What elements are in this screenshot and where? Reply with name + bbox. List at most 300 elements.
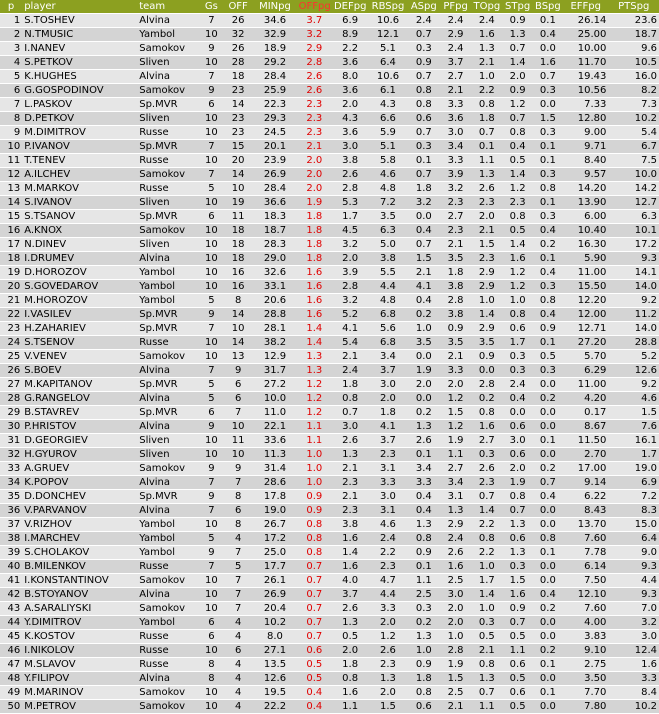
cell-effpg: 7.78 (563, 546, 608, 560)
cell-gs: 6 (200, 616, 223, 630)
header-bspg[interactable]: BSpg (533, 0, 563, 14)
cell-ptspg: 1.6 (608, 658, 659, 672)
cell-rbspg: 5.6 (368, 322, 407, 336)
cell-offpg: 1.2 (297, 392, 332, 406)
cell-team[interactable]: Samokov (137, 42, 200, 56)
cell-aspg: 0.2 (408, 406, 440, 420)
cell-gs: 10 (200, 574, 223, 588)
cell-off: 23 (223, 112, 253, 126)
cell-pfpg: 3.2 (440, 182, 471, 196)
cell-minpg: 36.6 (253, 196, 296, 210)
cell-team[interactable]: Samokov (137, 602, 200, 616)
cell-offpg: 2.1 (297, 140, 332, 154)
cell-topg: 1.0 (471, 70, 502, 84)
cell-gs: 10 (200, 28, 223, 42)
cell-player[interactable]: B.STOYANOV (22, 588, 137, 602)
cell-effpg: 8.67 (563, 420, 608, 434)
cell-team[interactable]: Sp.MVR (137, 322, 200, 336)
cell-player[interactable]: K.POPOV (22, 476, 137, 490)
cell-team[interactable]: Yambol (137, 616, 200, 630)
header-rbspg[interactable]: RBSpg (368, 0, 407, 14)
cell-offpg: 2.0 (297, 182, 332, 196)
header-aspg[interactable]: ASpg (408, 0, 440, 14)
cell-rank: 38 (0, 532, 22, 546)
cell-effpg: 9.57 (563, 168, 608, 182)
cell-pfpg: 1.9 (440, 658, 471, 672)
cell-off: 20 (223, 154, 253, 168)
header-team[interactable]: team (137, 0, 200, 14)
cell-player[interactable]: A.ILCHEV (22, 168, 137, 182)
table-row (0, 14, 659, 28)
cell-stpg: 2.0 (502, 70, 532, 84)
cell-offpg: 2.3 (297, 126, 332, 140)
cell-topg: 2.1 (471, 224, 502, 238)
cell-player[interactable]: M.PETROV (22, 700, 137, 714)
table-row (0, 154, 659, 168)
cell-topg: 2.2 (471, 546, 502, 560)
cell-pfpg: 1.2 (440, 420, 471, 434)
cell-topg: 0.3 (471, 448, 502, 462)
cell-player[interactable]: M.KAPITANOV (22, 378, 137, 392)
cell-team[interactable]: Sp.MVR (137, 490, 200, 504)
cell-rbspg: 1.5 (368, 700, 407, 714)
cell-player[interactable]: T.TENEV (22, 154, 137, 168)
cell-team[interactable]: Yambol (137, 280, 200, 294)
cell-team[interactable]: Sp.MVR (137, 406, 200, 420)
cell-team[interactable]: Sliven (137, 196, 200, 210)
cell-offpg: 1.4 (297, 336, 332, 350)
cell-ptspg: 9.0 (608, 546, 659, 560)
cell-effpg: 5.90 (563, 252, 608, 266)
cell-defpg: 4.5 (332, 224, 368, 238)
cell-effpg: 7.33 (563, 98, 608, 112)
cell-pfpg: 2.1 (440, 350, 471, 364)
cell-off: 4 (223, 672, 253, 686)
cell-offpg: 1.6 (297, 266, 332, 280)
cell-team[interactable]: Alvina (137, 252, 200, 266)
cell-rbspg: 2.0 (368, 392, 407, 406)
cell-aspg: 2.6 (408, 434, 440, 448)
cell-player[interactable]: A.SARALIYSKI (22, 602, 137, 616)
cell-rbspg: 6.1 (368, 84, 407, 98)
cell-player[interactable]: I.MARCHEV (22, 532, 137, 546)
cell-gs: 7 (200, 504, 223, 518)
cell-ptspg: 8.3 (608, 504, 659, 518)
cell-team[interactable]: Russe (137, 658, 200, 672)
cell-bspg: 0.5 (533, 350, 563, 364)
cell-team[interactable]: Alvina (137, 588, 200, 602)
cell-player[interactable]: I.NIKOLOV (22, 644, 137, 658)
cell-team[interactable]: Sp.MVR (137, 210, 200, 224)
cell-rank: 13 (0, 182, 22, 196)
cell-rbspg: 5.8 (368, 154, 407, 168)
cell-player[interactable]: D.PETKOV (22, 112, 137, 126)
cell-aspg: 0.8 (408, 686, 440, 700)
cell-ptspg: 9.3 (608, 588, 659, 602)
cell-offpg: 1.8 (297, 210, 332, 224)
cell-aspg: 0.1 (408, 154, 440, 168)
cell-gs: 9 (200, 420, 223, 434)
cell-topg: 2.3 (471, 476, 502, 490)
cell-team[interactable]: Sp.MVR (137, 378, 200, 392)
cell-team[interactable]: Alvina (137, 504, 200, 518)
cell-team[interactable]: Samokov (137, 462, 200, 476)
cell-player[interactable]: M.HOROZOV (22, 294, 137, 308)
cell-ptspg: 14.0 (608, 280, 659, 294)
header-gs[interactable]: Gs (200, 0, 223, 14)
cell-gs: 5 (200, 294, 223, 308)
cell-off: 10 (223, 448, 253, 462)
cell-gs: 7 (200, 560, 223, 574)
cell-team[interactable]: Sp.MVR (137, 308, 200, 322)
cell-minpg: 11.3 (253, 448, 296, 462)
cell-defpg: 1.6 (332, 686, 368, 700)
cell-stpg: 0.7 (502, 616, 532, 630)
cell-team[interactable]: Alvina (137, 364, 200, 378)
cell-player[interactable]: M.MARINOV (22, 686, 137, 700)
cell-defpg: 0.7 (332, 406, 368, 420)
cell-team[interactable]: Sliven (137, 448, 200, 462)
cell-rank: 7 (0, 98, 22, 112)
cell-team[interactable]: Samokov (137, 350, 200, 364)
cell-ptspg: 7.3 (608, 98, 659, 112)
cell-player[interactable]: K.KOSTOV (22, 630, 137, 644)
cell-rank: 35 (0, 490, 22, 504)
cell-player[interactable]: I.NANEV (22, 42, 137, 56)
cell-player[interactable]: S.CHOLAKOV (22, 546, 137, 560)
cell-rank: 8 (0, 112, 22, 126)
header-rank[interactable]: p (0, 0, 22, 14)
cell-bspg: 0.4 (533, 308, 563, 322)
cell-offpg: 1.3 (297, 364, 332, 378)
cell-player[interactable]: S.TOSHEV (22, 14, 137, 28)
cell-pfpg: 0.9 (440, 322, 471, 336)
cell-stpg: 0.3 (502, 560, 532, 574)
cell-stpg: 0.8 (502, 126, 532, 140)
cell-ptspg: 10.2 (608, 700, 659, 714)
cell-team[interactable]: Sliven (137, 56, 200, 70)
cell-player[interactable]: V.RIZHOV (22, 518, 137, 532)
cell-team[interactable]: Russe (137, 182, 200, 196)
cell-stpg: 1.3 (502, 546, 532, 560)
header-topg[interactable]: TOpg (471, 0, 502, 14)
cell-rbspg: 2.0 (368, 616, 407, 630)
cell-rank: 16 (0, 224, 22, 238)
cell-stpg: 0.6 (502, 658, 532, 672)
cell-team[interactable]: Russe (137, 336, 200, 350)
cell-team[interactable]: Alvina (137, 14, 200, 28)
table-row (0, 224, 659, 238)
cell-off: 18 (223, 70, 253, 84)
cell-stpg: 0.9 (502, 602, 532, 616)
cell-team[interactable]: Yambol (137, 518, 200, 532)
cell-player[interactable]: M.MARKOV (22, 182, 137, 196)
cell-team[interactable]: Sliven (137, 112, 200, 126)
cell-rank: 27 (0, 378, 22, 392)
table-row (0, 322, 659, 336)
cell-pfpg: 2.6 (440, 546, 471, 560)
cell-ptspg: 6.4 (608, 532, 659, 546)
cell-player[interactable]: S.GOVEDAROV (22, 280, 137, 294)
cell-stpg: 0.8 (502, 210, 532, 224)
cell-minpg: 20.1 (253, 140, 296, 154)
cell-team[interactable]: Samokov (137, 574, 200, 588)
cell-team[interactable]: Russe (137, 630, 200, 644)
cell-offpg: 0.9 (297, 504, 332, 518)
cell-player[interactable]: S.BOEV (22, 364, 137, 378)
cell-team[interactable]: Samokov (137, 700, 200, 714)
cell-topg: 2.9 (471, 280, 502, 294)
cell-aspg: 0.4 (408, 504, 440, 518)
table-row (0, 84, 659, 98)
cell-player[interactable]: L.PASKOV (22, 98, 137, 112)
cell-team[interactable]: Samokov (137, 224, 200, 238)
table-row (0, 504, 659, 518)
cell-player[interactable]: P.IVANOV (22, 140, 137, 154)
cell-player[interactable]: V.PARVANOV (22, 504, 137, 518)
cell-bspg: 0.3 (533, 364, 563, 378)
cell-team[interactable]: Sliven (137, 238, 200, 252)
table-row (0, 476, 659, 490)
cell-defpg: 2.3 (332, 476, 368, 490)
table-row (0, 168, 659, 182)
cell-topg: 2.2 (471, 518, 502, 532)
table-row (0, 448, 659, 462)
cell-player[interactable]: S.TSANOV (22, 210, 137, 224)
cell-off: 4 (223, 630, 253, 644)
cell-player[interactable]: K.HUGHES (22, 70, 137, 84)
cell-off: 15 (223, 140, 253, 154)
cell-defpg: 1.3 (332, 448, 368, 462)
cell-pfpg: 2.4 (440, 532, 471, 546)
cell-rank: 39 (0, 546, 22, 560)
cell-ptspg: 12.7 (608, 196, 659, 210)
cell-off: 14 (223, 168, 253, 182)
cell-rbspg: 5.0 (368, 238, 407, 252)
cell-rank: 4 (0, 56, 22, 70)
cell-rbspg: 3.1 (368, 462, 407, 476)
cell-player[interactable]: N.DINEV (22, 238, 137, 252)
cell-gs: 10 (200, 448, 223, 462)
cell-team[interactable]: Sp.MVR (137, 140, 200, 154)
cell-player[interactable]: H.ZAHARIEV (22, 322, 137, 336)
cell-team[interactable]: Russe (137, 154, 200, 168)
cell-offpg: 2.9 (297, 42, 332, 56)
cell-player[interactable]: S.PETKOV (22, 56, 137, 70)
cell-offpg: 1.0 (297, 448, 332, 462)
cell-rbspg: 3.7 (368, 434, 407, 448)
cell-minpg: 28.4 (253, 70, 296, 84)
cell-topg: 1.0 (471, 602, 502, 616)
cell-player[interactable]: H.GYUROV (22, 448, 137, 462)
cell-rbspg: 1.3 (368, 672, 407, 686)
cell-ptspg: 7.6 (608, 420, 659, 434)
cell-topg: 2.3 (471, 252, 502, 266)
cell-team[interactable]: Alvina (137, 392, 200, 406)
cell-topg: 2.0 (471, 210, 502, 224)
header-player[interactable]: player (22, 0, 137, 14)
cell-ptspg: 10.0 (608, 168, 659, 182)
cell-defpg: 3.7 (332, 588, 368, 602)
header-minpg[interactable]: MINpg (253, 0, 296, 14)
cell-player[interactable]: Y.DIMITROV (22, 616, 137, 630)
cell-player[interactable]: I.DRUMEV (22, 252, 137, 266)
cell-ptspg: 7.0 (608, 602, 659, 616)
cell-aspg: 2.0 (408, 378, 440, 392)
cell-player[interactable]: A.KNOX (22, 224, 137, 238)
cell-aspg: 1.8 (408, 182, 440, 196)
cell-topg: 1.4 (471, 504, 502, 518)
cell-player[interactable]: D.GEORGIEV (22, 434, 137, 448)
cell-team[interactable]: Samokov (137, 686, 200, 700)
cell-pfpg: 2.3 (440, 224, 471, 238)
cell-defpg: 5.4 (332, 336, 368, 350)
cell-team[interactable]: Alvina (137, 70, 200, 84)
cell-topg: 2.1 (471, 56, 502, 70)
cell-player[interactable]: V.VENEV (22, 350, 137, 364)
cell-off: 23 (223, 126, 253, 140)
cell-gs: 10 (200, 644, 223, 658)
cell-team[interactable]: Yambol (137, 28, 200, 42)
cell-offpg: 0.7 (297, 630, 332, 644)
cell-rank: 21 (0, 294, 22, 308)
cell-rank: 31 (0, 434, 22, 448)
cell-topg: 1.3 (471, 672, 502, 686)
table-row (0, 420, 659, 434)
cell-pfpg: 2.4 (440, 14, 471, 28)
cell-rank: 12 (0, 168, 22, 182)
header-effpg[interactable]: EFFpg (563, 0, 608, 14)
cell-stpg: 1.3 (502, 518, 532, 532)
cell-pfpg: 3.8 (440, 308, 471, 322)
cell-rbspg: 6.8 (368, 308, 407, 322)
cell-team[interactable]: Samokov (137, 168, 200, 182)
cell-team[interactable]: Alvina (137, 672, 200, 686)
table-row (0, 630, 659, 644)
cell-minpg: 20.6 (253, 294, 296, 308)
header-offpg[interactable]: OFFpg (298, 1, 331, 12)
cell-bspg: 0.1 (533, 686, 563, 700)
cell-gs: 10 (200, 280, 223, 294)
cell-pfpg: 3.3 (440, 98, 471, 112)
header-off[interactable]: OFF (223, 0, 253, 14)
cell-team[interactable]: Sp.MVR (137, 98, 200, 112)
cell-bspg: 0.4 (533, 266, 563, 280)
cell-team[interactable]: Samokov (137, 84, 200, 98)
cell-player[interactable]: S.TSENOV (22, 336, 137, 350)
header-stpg[interactable]: STpg (502, 0, 532, 14)
cell-defpg: 2.6 (332, 168, 368, 182)
cell-team[interactable]: Yambol (137, 546, 200, 560)
cell-gs: 7 (200, 140, 223, 154)
cell-aspg: 1.0 (408, 644, 440, 658)
cell-ptspg: 9.6 (608, 42, 659, 56)
cell-player[interactable]: B.STAVREV (22, 406, 137, 420)
cell-aspg: 0.0 (408, 350, 440, 364)
cell-defpg: 3.0 (332, 140, 368, 154)
cell-player[interactable]: G.GOSPODINOV (22, 84, 137, 98)
cell-player[interactable]: Y.FILIPOV (22, 672, 137, 686)
cell-player[interactable]: A.GRUEV (22, 462, 137, 476)
cell-bspg: 0.0 (533, 700, 563, 714)
cell-minpg: 28.1 (253, 322, 296, 336)
cell-aspg: 0.9 (408, 546, 440, 560)
cell-minpg: 28.3 (253, 238, 296, 252)
cell-team[interactable]: Yambol (137, 532, 200, 546)
cell-player[interactable]: I.KONSTANTINOV (22, 574, 137, 588)
cell-rbspg: 10.6 (368, 14, 407, 28)
cell-stpg: 0.4 (502, 140, 532, 154)
cell-defpg: 2.6 (332, 434, 368, 448)
cell-player[interactable]: G.RANGELOV (22, 392, 137, 406)
cell-aspg: 0.2 (408, 616, 440, 630)
header-ptspg[interactable]: PTSpg (608, 0, 659, 14)
cell-bspg: 0.8 (533, 532, 563, 546)
cell-effpg: 6.14 (563, 560, 608, 574)
cell-player[interactable]: B.MILENKOV (22, 560, 137, 574)
table-body (0, 14, 659, 714)
cell-player[interactable]: M.DIMITROV (22, 126, 137, 140)
cell-player[interactable]: D.DONCHEV (22, 490, 137, 504)
cell-topg: 1.3 (471, 168, 502, 182)
cell-rbspg: 2.6 (368, 644, 407, 658)
cell-team[interactable]: Alvina (137, 476, 200, 490)
cell-team[interactable]: Sliven (137, 434, 200, 448)
cell-team[interactable]: Yambol (137, 294, 200, 308)
cell-offpg: 0.7 (297, 602, 332, 616)
cell-offpg: 0.7 (297, 560, 332, 574)
table-row (0, 28, 659, 42)
cell-player[interactable]: N.TMUSIC (22, 28, 137, 42)
cell-team[interactable]: Russe (137, 126, 200, 140)
cell-topg: 1.0 (471, 294, 502, 308)
cell-pfpg: 2.4 (440, 42, 471, 56)
header-pfpg[interactable]: PFpg (440, 0, 471, 14)
cell-bspg: 0.4 (533, 490, 563, 504)
cell-pfpg: 3.9 (440, 168, 471, 182)
cell-offpg: 1.0 (297, 476, 332, 490)
cell-pfpg: 3.4 (440, 140, 471, 154)
cell-player[interactable]: S.IVANOV (22, 196, 137, 210)
cell-player[interactable]: I.VASILEV (22, 308, 137, 322)
cell-player[interactable]: D.HOROZOV (22, 266, 137, 280)
cell-topg: 2.9 (471, 266, 502, 280)
cell-bspg: 0.2 (533, 392, 563, 406)
cell-player[interactable]: P.HRISTOV (22, 420, 137, 434)
cell-team[interactable]: Alvina (137, 420, 200, 434)
cell-off: 7 (223, 602, 253, 616)
cell-off: 16 (223, 266, 253, 280)
cell-minpg: 27.1 (253, 644, 296, 658)
cell-defpg: 2.1 (332, 462, 368, 476)
table-row (0, 126, 659, 140)
cell-defpg: 1.3 (332, 616, 368, 630)
cell-defpg: 3.6 (332, 56, 368, 70)
cell-team[interactable]: Yambol (137, 266, 200, 280)
cell-aspg: 0.9 (408, 658, 440, 672)
cell-bspg: 0.8 (533, 182, 563, 196)
cell-bspg: 0.1 (533, 154, 563, 168)
table-row (0, 560, 659, 574)
cell-team[interactable]: Russe (137, 644, 200, 658)
header-defpg[interactable]: DEFpg (333, 1, 367, 12)
cell-off: 23 (223, 84, 253, 98)
cell-team[interactable]: Russe (137, 560, 200, 574)
cell-player[interactable]: M.SLAVOV (22, 658, 137, 672)
cell-effpg: 8.40 (563, 154, 608, 168)
cell-minpg: 12.6 (253, 672, 296, 686)
table-row (0, 308, 659, 322)
